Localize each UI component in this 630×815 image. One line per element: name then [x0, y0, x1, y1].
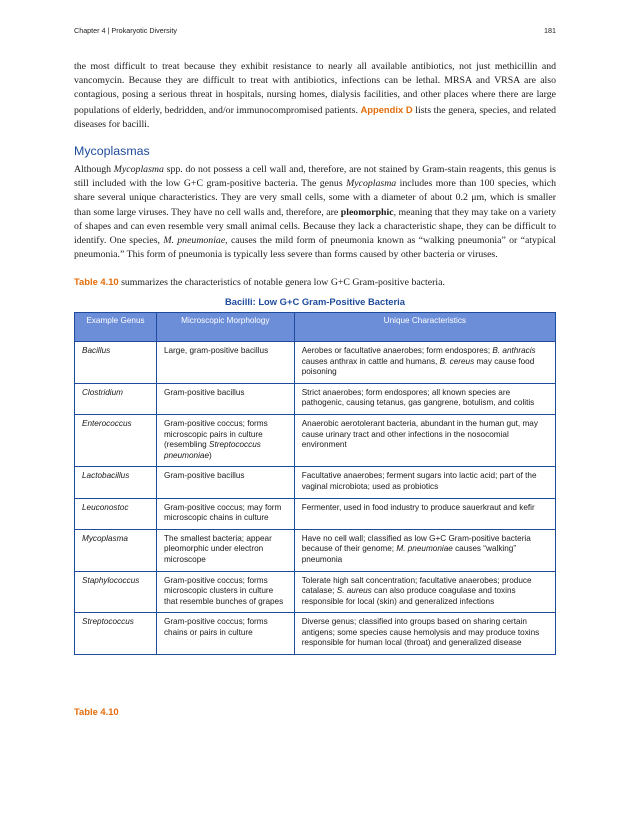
table-row: [75, 467, 556, 498]
table-title: Bacilli: Low G+C Gram-Positive Bacteria: [224, 296, 405, 307]
appendix-d-link[interactable]: Appendix D: [360, 103, 413, 115]
italic-term: Mycoplasma: [346, 178, 397, 190]
genus-cell: Streptococcus: [75, 613, 157, 655]
characteristics-cell: Strict anaerobes; form endospores; all known species are pathogenic, causing tetanus, gas gangrene, botulism, and colitis: [294, 383, 555, 414]
page-header: [74, 26, 556, 35]
table-body: [75, 342, 556, 655]
characteristics-cell: Facultative anaerobes; ferment sugars into lactic acid; part of the vaginal microbiota; used as probiotics: [294, 467, 555, 498]
intro-paragraph: [74, 60, 556, 132]
table-reference-paragraph: [74, 275, 556, 290]
characteristics-cell: Aerobes or facultative anaerobes; form endospores; B. anthracis causes anthrax in cattle and humans, B. cereus may cause food poisoning: [294, 342, 555, 384]
table-row: [75, 529, 556, 571]
intro-text-after: lists the genera, species, and related diseases for bacilli.: [74, 104, 557, 130]
table-row: [75, 383, 556, 414]
genus-cell: Clostridium: [75, 383, 157, 414]
column-header-morphology: Microscopic Morphology: [156, 313, 294, 342]
species-name: M. pneumoniae: [396, 544, 453, 554]
text-run: includes more than 100 species, which share several unique characteristics. They are very small cells, some with a diameter of about 0.2 μm, which is smaller than some large viruses. They have no cell walls and, therefore, are: [74, 178, 557, 218]
characteristics-cell: Fermenter, used in food industry to produce sauerkraut and kefir: [294, 498, 555, 529]
genus-cell: Leuconostoc: [75, 498, 157, 529]
text-run: , meaning that they may take on a variety of shapes and can even resemble very small animal cells. Because they lack a characteristic shape, they can be difficult to identify. One species,: [74, 206, 556, 247]
table-row: [75, 342, 556, 384]
text-run: Although: [74, 164, 114, 175]
section-heading: Mycoplasmas: [74, 144, 150, 158]
morphology-cell: Gram-positive bacillus: [156, 467, 294, 498]
column-header-genus: Example Genus: [75, 313, 157, 342]
table-row: [75, 613, 556, 655]
table-row: [75, 414, 556, 466]
genus-cell: Staphylococcus: [75, 571, 157, 613]
characteristics-cell: Have no cell wall; classified as low G+C Gram-positive bacteria because of their genome; M. pneumoniae causes “walking” pneumonia: [294, 529, 555, 571]
genus-cell: Bacillus: [75, 342, 157, 384]
genus-cell: Lactobacillus: [75, 467, 157, 498]
page-number: 181: [544, 26, 556, 35]
text-run: , causes the mild form of pneumonia known as “walking pneumonia” or “atypical pneumonia.” This form of pneumonia is typically less severe than forms caused by other bacteria or viruses.: [74, 235, 556, 261]
table-label: Table 4.10: [74, 706, 119, 717]
species-name: B. anthracis: [492, 346, 536, 355]
species-name: B. cereus: [439, 356, 475, 366]
italic-term: M. pneumoniae: [163, 235, 226, 247]
morphology-cell: The smallest bacteria; appear pleomorphic under electron microscope: [156, 529, 294, 571]
table-4-10-link[interactable]: Table 4.10: [74, 276, 119, 287]
morphology-cell: Gram-positive coccus; forms chains or pairs in culture: [156, 613, 294, 655]
characteristics-cell: Anaerobic aerotolerant bacteria, abundant in the human gut, may cause urinary tract and other infections in the nosocomial environment: [294, 414, 555, 466]
morphology-cell: Gram-positive coccus; forms microscopic clusters in culture that resemble bunches of grapes: [156, 571, 294, 613]
characteristics-cell: Tolerate high salt concentration; facultative anaerobes; produce catalase; S. aureus can also produce coagulase and toxins responsible for local (skin) and generalized infections: [294, 571, 555, 613]
bacilli-table: [74, 312, 556, 655]
italic-term: Mycoplasma: [113, 164, 164, 175]
genus-cell: Enterococcus: [75, 414, 157, 466]
morphology-cell: Gram-positive coccus; may form microscopic chains in culture: [156, 498, 294, 529]
table-reference-text: summarizes the characteristics of notable genera low G+C Gram-positive bacteria.: [118, 277, 445, 288]
chapter-title: Chapter 4 | Prokaryotic Diversity: [74, 26, 177, 35]
bold-term: pleomorphic: [340, 206, 394, 218]
morphology-cell: Gram-positive bacillus: [156, 383, 294, 414]
mycoplasma-paragraph: [74, 163, 556, 262]
species-name: Streptococcus pneumoniae: [163, 440, 261, 460]
intro-text: the most difficult to treat because they exhibit resistance to nearly all available antibiotics, not just methicillin and vancomycin. Because they are difficult to treat with antibiotics, infections can be lethal. MRSA and VRSA are also contagious, posing a serious threat in hospitals, nursing homes, dialysis facilities, and other places where there are large populations of elderly, bedridden, and/or immunocompromised patients.: [74, 61, 556, 116]
table-row: [75, 498, 556, 529]
text-run: spp. do not possess a cell wall and, therefore, are not stained by Gram-stain reagents, this genus is still included with the low G+C gram-positive bacteria. The genus: [74, 164, 556, 190]
genus-cell: Mycoplasma: [75, 529, 157, 571]
column-header-characteristics: Unique Characteristics: [294, 313, 555, 342]
morphology-cell: Gram-positive coccus; forms microscopic pairs in culture (resembling Streptococcus pneumoniae): [156, 414, 294, 466]
table-row: [75, 571, 556, 613]
table-header-row: [75, 313, 556, 342]
morphology-cell: Large, gram-positive bacillus: [156, 342, 294, 384]
species-name: S. aureus: [336, 586, 372, 596]
characteristics-cell: Diverse genus; classified into groups based on sharing certain antigens; some species cause hemolysis and may produce toxins responsible for human local (throat) and generalized disease: [294, 613, 555, 655]
